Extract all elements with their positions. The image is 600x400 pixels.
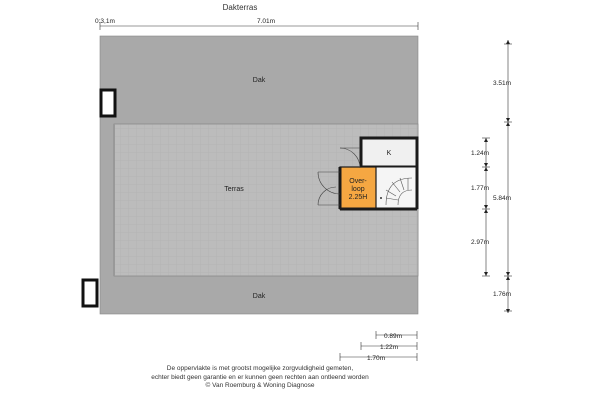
dim-terrace-lower-label: 2.97m <box>471 239 490 246</box>
roof-hatch-top <box>101 90 115 116</box>
disclaimer-line-2: echter biedt geen garantie en er kunnen geen rechten aan ontleend worden <box>151 373 369 381</box>
disclaimer <box>60 365 460 391</box>
dim-bottom-2-label: 1.22m <box>380 344 399 351</box>
dim-roof-top-label: 3.51m <box>493 80 512 87</box>
terrace-label: Terras <box>224 186 244 193</box>
overloop-height-label: 2.25H <box>348 194 368 201</box>
plan-title: Dakterras <box>222 3 258 12</box>
overloop-label-2: loop <box>351 186 365 193</box>
top-dim-total-label: 7.01m <box>256 18 276 25</box>
roof-hatch-bottom <box>83 280 97 306</box>
dim-bottom-1-label: 0.89m <box>384 333 403 340</box>
dim-roof-bottom-label: 1.76m <box>493 291 512 298</box>
dim-overloop-label: 1.77m <box>471 185 490 192</box>
dim-terrace-total-label: 5.84m <box>493 195 512 202</box>
storage-label: K <box>386 150 392 157</box>
roof-top-label: Dak <box>252 77 266 84</box>
disclaimer-line-3: © Van Roemburg & Woning Diagnose <box>205 382 315 389</box>
disclaimer-line-1: De oppervlakte is met grootst mogelijke zorgvuldigheid gemeten, <box>166 365 354 372</box>
top-dim-left-label: 0:3,1m <box>95 18 115 25</box>
dim-storage-label: 1.24m <box>471 150 490 157</box>
dim-bottom-3-label: 1.70m <box>367 355 386 362</box>
roof-bottom-label: Dak <box>252 293 266 300</box>
overloop-label-1: Over- <box>349 178 367 185</box>
